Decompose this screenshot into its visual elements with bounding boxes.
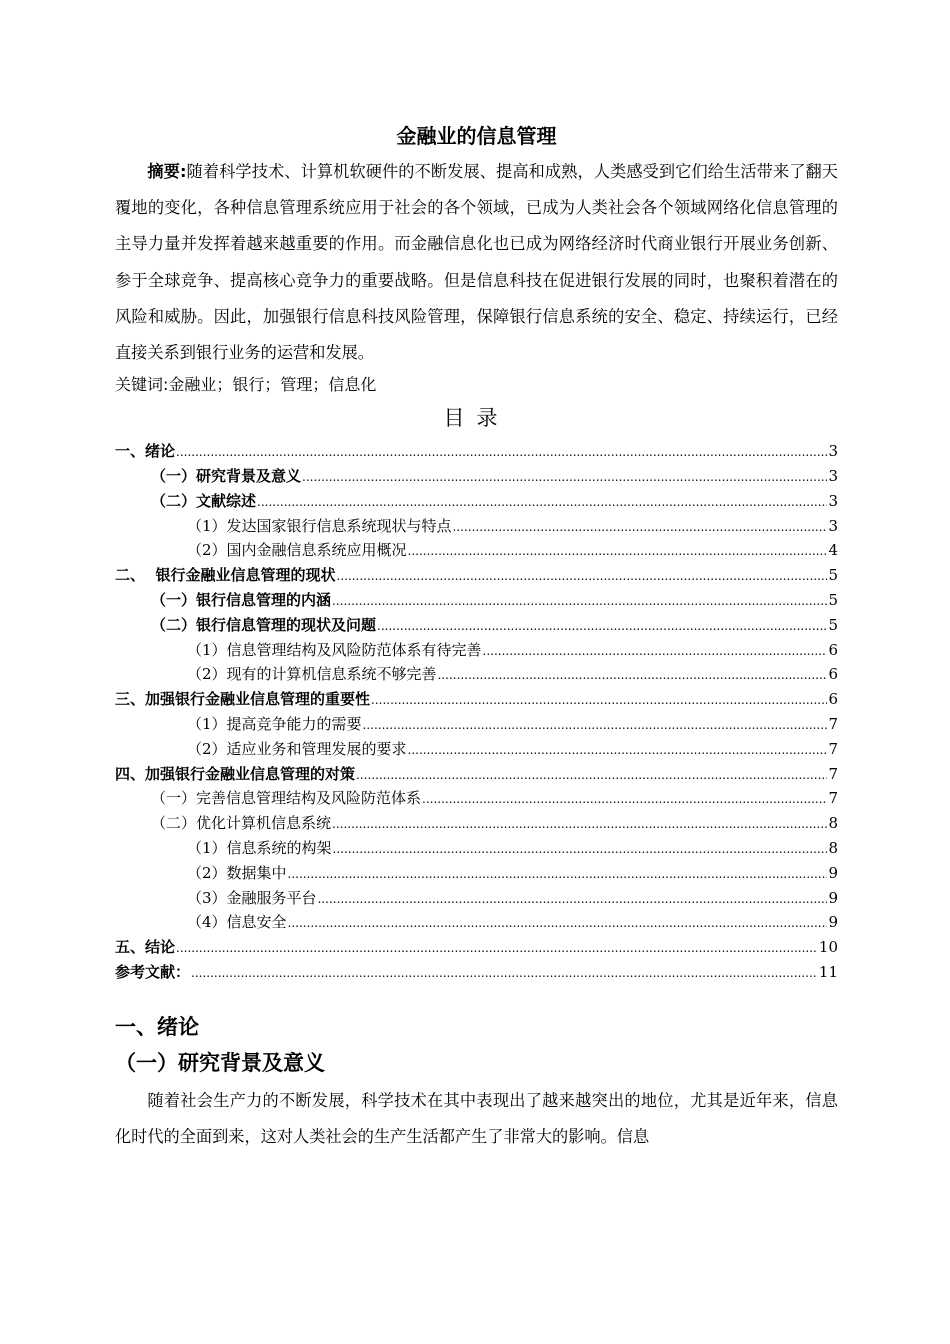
toc-leader (332, 812, 827, 837)
toc-entry[interactable] (115, 935, 838, 960)
toc-entry-page: 6 (828, 665, 838, 684)
toc-entry[interactable] (115, 613, 838, 638)
keywords-label: 关键词: (115, 375, 169, 395)
toc-entry-page: 7 (828, 764, 838, 783)
keywords-text: 金融业；银行；管理；信息化 (168, 375, 377, 395)
toc-entry[interactable] (115, 811, 838, 836)
toc-entry[interactable] (115, 762, 838, 787)
toc-entry[interactable] (115, 910, 838, 935)
toc-leader (332, 589, 827, 614)
toc-entry-page: 11 (818, 962, 838, 981)
toc-entry-page: 8 (828, 838, 838, 857)
toc-entry[interactable] (115, 563, 838, 588)
abstract-paragraph (115, 154, 838, 371)
toc-entry-text: （二）文献综述 (151, 491, 257, 510)
toc-entry-page: 5 (828, 591, 838, 609)
section-heading: 一、绪论 (115, 1014, 199, 1039)
toc-entry-page: 9 (828, 863, 838, 882)
document-page (115, 118, 838, 1155)
toc-leader (377, 614, 827, 639)
toc-entry[interactable] (115, 464, 838, 489)
toc-entry-page: 5 (828, 615, 838, 634)
toc-leader (371, 688, 827, 713)
toc-entry-text: （1）提高竞争能力的需要 (187, 714, 362, 733)
toc-entry-text: （1）信息系统的构架 (187, 838, 332, 857)
toc-leader (333, 837, 828, 862)
toc-title: 目录 (443, 406, 510, 431)
body-paragraph: 随着社会生产力的不断发展，科学技术在其中表现出了越来越突出的地位，尤其是近年来，信息化时代的全面到来，这对人类社会的生产生活都产生了非常大的影响。信息 (115, 1090, 838, 1146)
abstract-label: 摘要: (147, 162, 187, 181)
toc-entry-text: 三、加强银行金融业信息管理的重要性 (115, 690, 371, 709)
toc-leader (336, 564, 827, 589)
toc-entry-page: 7 (828, 789, 838, 808)
toc-entry-page: 8 (828, 814, 838, 833)
document-title: 金融业的信息管理 (396, 124, 557, 148)
toc-entry-text: 四、加强银行金融业信息管理的对策 (115, 764, 356, 783)
toc-entry-text: （2）国内金融信息系统应用概况 (187, 541, 407, 560)
toc-leader (191, 961, 818, 986)
toc-entry-text: （2）数据集中 (187, 863, 287, 882)
toc-entry-text: 一、绪论 (115, 442, 176, 461)
toc-entry[interactable] (115, 687, 838, 712)
toc-entry-page: 6 (828, 640, 838, 659)
toc-entry-page: 9 (828, 913, 838, 932)
toc-entry-text: （2）适应业务和管理发展的要求 (187, 739, 407, 758)
toc-entry-text: 二、 银行金融业信息管理的现状 (115, 566, 336, 585)
toc-entry[interactable] (115, 886, 838, 911)
toc-leader (176, 936, 818, 961)
toc-entry[interactable] (115, 662, 838, 687)
toc-entry-page: 3 (828, 467, 838, 486)
toc-entry-text: 五、结论 (115, 938, 176, 957)
toc-leader (408, 738, 828, 763)
toc-entry[interactable] (115, 489, 838, 514)
table-of-contents (115, 439, 838, 985)
toc-entry-page: 3 (828, 491, 838, 510)
toc-leader (288, 911, 828, 936)
toc-entry[interactable] (115, 737, 838, 762)
toc-entry[interactable] (115, 514, 838, 539)
toc-entry-text: （1）发达国家银行信息系统现状与特点 (187, 516, 452, 535)
keywords-line (115, 371, 838, 399)
toc-entry-text: （一）研究背景及意义 (151, 467, 302, 486)
toc-leader (453, 515, 828, 540)
toc-entry-page: 7 (828, 739, 838, 758)
toc-leader (288, 862, 828, 887)
toc-entry[interactable] (115, 588, 838, 613)
toc-entry[interactable] (115, 861, 838, 886)
toc-entry[interactable] (115, 712, 838, 737)
toc-entry[interactable] (115, 960, 838, 985)
toc-entry-text: （二）银行信息管理的现状及问题 (151, 615, 377, 634)
toc-entry-page: 6 (828, 690, 838, 709)
toc-entry[interactable] (115, 439, 838, 464)
toc-leader (422, 787, 827, 812)
toc-entry-page: 9 (828, 888, 838, 907)
toc-leader (356, 763, 827, 788)
abstract-text: 随着科学技术、计算机软硬件的不断发展、提高和成熟，人类感受到它们给生活带来了翻天覆地的变化，各种信息管理系统应用于社会的各个领域，已成为人类社会各个领域网络化信息管理的主导力量并发挥着越来越重要的作用。而金融信息化也已成为网络经济时代商业银行开展业务创新、参于全球竞争、提高核心竞争力的重要战略。但是信息科技在促进银行发展的同时，也聚积着潜在的风险和威胁。因此，加强银行信息科技风险管理，保障银行信息系统的安全、稳定、持续运行，已经直接关系到银行业务的运营和发展。 (115, 162, 838, 363)
toc-entry-page: 10 (818, 938, 838, 957)
toc-leader (318, 887, 828, 912)
toc-entry-page: 3 (828, 442, 838, 461)
toc-entry-page: 4 (828, 541, 838, 560)
toc-entry[interactable] (115, 538, 838, 563)
toc-leader (363, 713, 828, 738)
toc-leader (483, 639, 828, 664)
toc-entry-text: 参考文献： (115, 962, 191, 981)
toc-entry-text: （二）优化计算机信息系统 (151, 814, 332, 833)
toc-entry[interactable] (115, 836, 838, 861)
toc-entry-text: （1）信息管理结构及风险防范体系有待完善 (187, 640, 482, 659)
toc-entry-text: （一）完善信息管理结构及风险防范体系 (151, 789, 422, 808)
toc-entry-page: 5 (828, 566, 838, 585)
toc-entry-text: （2）现有的计算机信息系统不够完善 (187, 665, 437, 684)
toc-entry-page: 3 (828, 516, 838, 535)
toc-entry-text: （一）银行信息管理的内涵 (151, 591, 332, 609)
toc-entry-text: （3）金融服务平台 (187, 888, 317, 907)
toc-leader (176, 440, 827, 465)
toc-entry[interactable] (115, 638, 838, 663)
toc-entry[interactable] (115, 786, 838, 811)
toc-leader (257, 490, 827, 515)
toc-leader (302, 465, 827, 490)
subsection-heading: （一）研究背景及意义 (115, 1050, 325, 1075)
toc-leader (408, 539, 828, 564)
toc-entry-page: 7 (828, 714, 838, 733)
toc-leader (438, 663, 828, 688)
toc-entry-text: （4）信息安全 (187, 913, 287, 932)
